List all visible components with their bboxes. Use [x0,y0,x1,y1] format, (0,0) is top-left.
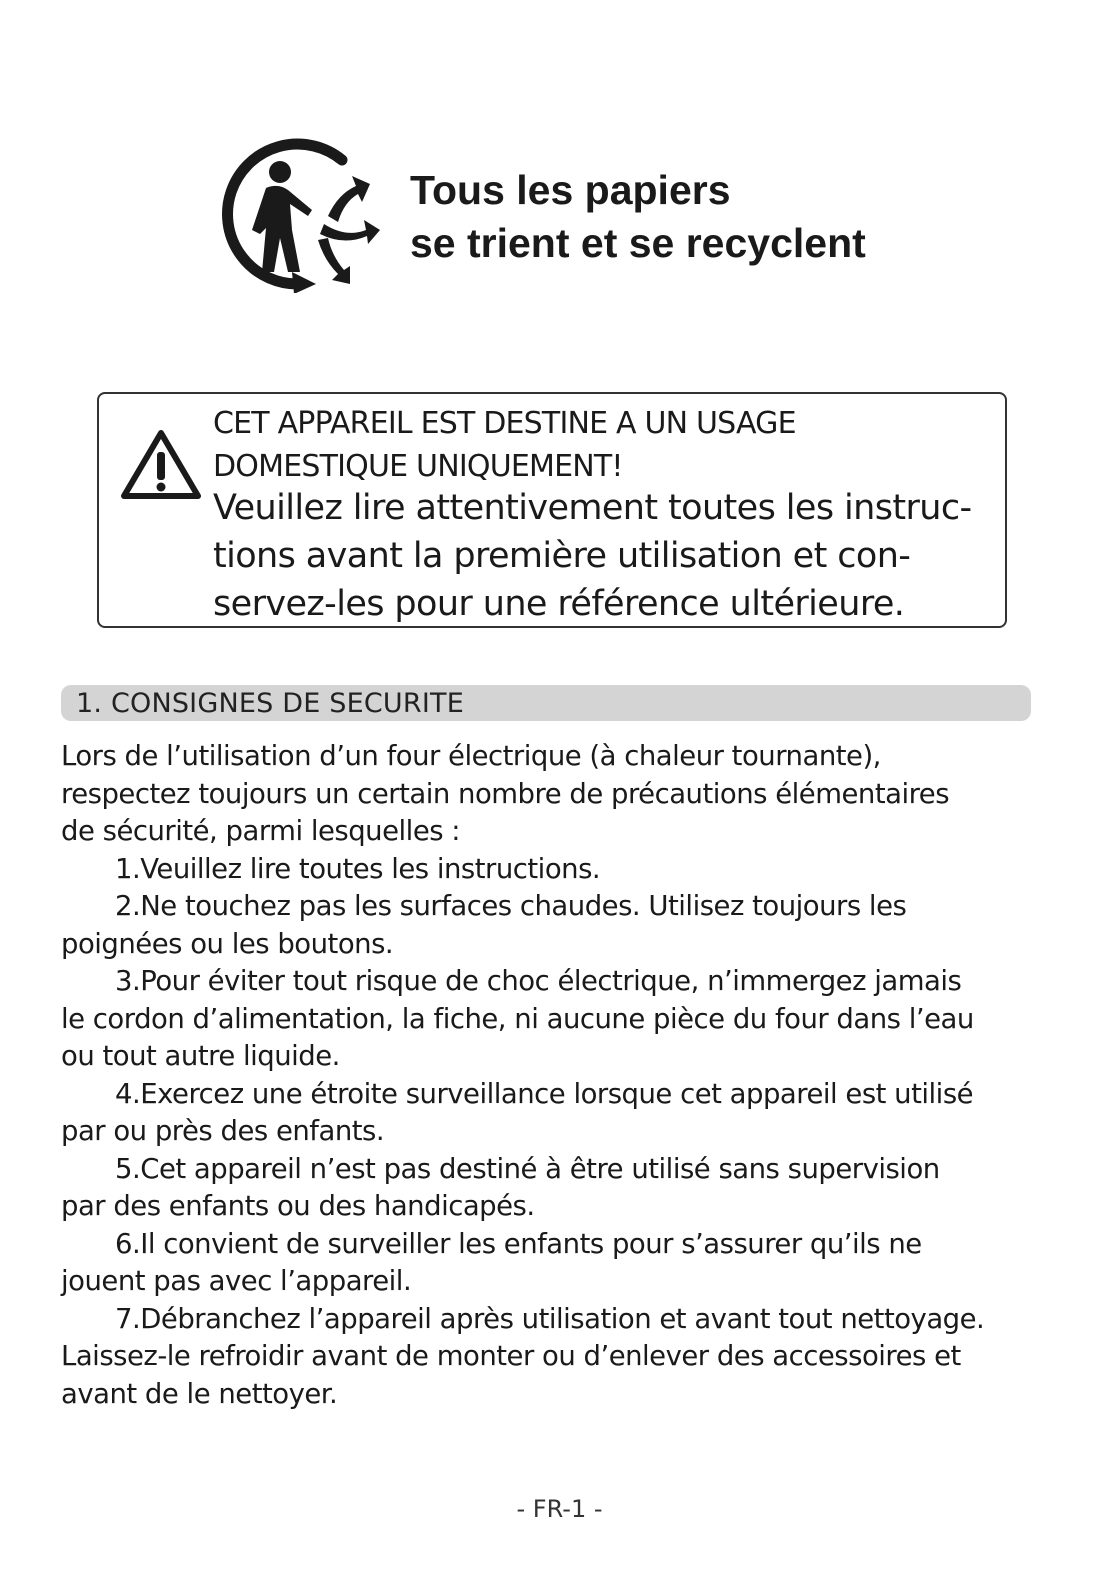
warning-text-line-3: servez-les pour une référence ultérieure. [213,584,905,624]
body-line: par ou près des enfants. [61,1115,385,1147]
recycling-line-2: se trient et se recyclent [410,220,866,266]
body-line: par des enfants ou des handicapés. [61,1190,535,1222]
warning-text-line-1: Veuillez lire attentivement toutes les instruc- [213,488,972,528]
warning-caps-line-1: CET APPAREIL EST DESTINE A UN USAGE [213,406,796,441]
recycling-line-1: Tous les papiers [410,167,731,213]
instruction-item-6: 6.Il convient de surveiller les enfants pour s’assurer qu’ils ne [115,1227,922,1260]
body-line: de sécurité, parmi lesquelles : [61,815,461,847]
instruction-item-2: 2.Ne touchez pas les surfaces chaudes. Utilisez toujours les [115,890,907,922]
body-line: poignées ou les boutons. [61,927,394,960]
body-line: Lors de l’utilisation d’un four électrique (à chaleur tournante), [61,740,881,772]
page-number: - FR-1 - [516,1495,603,1523]
warning-triangle-icon [120,428,202,502]
warning-caps-line-2: DOMESTIQUE UNIQUEMENT! [213,449,623,484]
warning-read-instructions [213,484,972,628]
body-line: avant de le nettoyer. [61,1377,338,1410]
instruction-item-4: 4.Exercez une étroite surveillance lorsque cet appareil est utilisé [115,1077,974,1110]
warning-domestic-use [213,402,796,488]
body-line: jouent pas avec l’appareil. [61,1265,412,1297]
safety-instructions [61,738,1051,1413]
body-line: ou tout autre liquide. [61,1040,340,1072]
body-line: Laissez-le refroidir avant de monter ou d’enlever des accessoires et [61,1340,961,1372]
section-title: 1. CONSIGNES DE SECURITE [76,688,464,719]
body-line: le cordon d’alimentation, la fiche, ni aucune pièce du four dans l’eau [61,1002,974,1035]
triman-recycling-icon [220,138,382,293]
instruction-item-1: 1.Veuillez lire toutes les instructions. [115,852,601,885]
recycling-message [410,164,866,270]
warning-text-line-2: tions avant la première utilisation et con- [213,536,911,576]
body-line: respectez toujours un certain nombre de précautions élémentaires [61,777,950,810]
instruction-item-7: 7.Débranchez l’appareil après utilisation et avant tout nettoyage. [115,1302,985,1335]
instruction-item-3: 3.Pour éviter tout risque de choc électrique, n’immergez jamais [115,965,962,997]
instruction-item-5: 5.Cet appareil n’est pas destiné à être utilisé sans supervision [115,1152,940,1185]
